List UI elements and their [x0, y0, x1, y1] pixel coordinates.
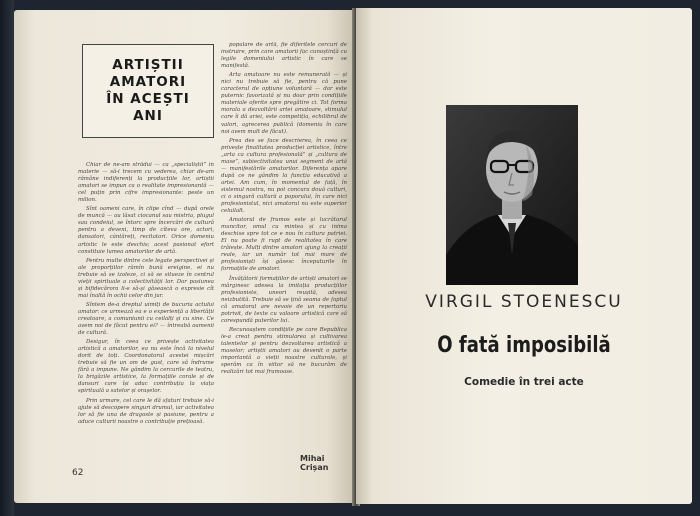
paragraph: Prin urmare, cel care le dă sfaturi trebuie să-i ajute să descopere singuri drumul, iar activitatea lor să fie una de dragoste și pasiune, pentru a aduce culturii noastre o contribuție prețioasă. — [78, 397, 214, 425]
paragraph: Prea des se face descrierea, în ceea ce privește finalitatea producției artistice, între „arta ca cultura profesională” și „cultura de mase”, subiectivitatea unui segment de artă — manifestările amatorilor. Diferența apare după ce ne gândim la funcția educativă a artei. Am cum, în momentul de față, în sistemul nostru, nu pot concura două culturi, ci o singură cultură a poporului, în care nici profesionistul, nici amatorul nu este superior celuilalt. — [221, 137, 347, 215]
article-column-2 — [221, 42, 347, 468]
paragraph: Amatorul de frumos este și lucrătorul muncitor, omul cu mintea și cu inima deschise spre tot ce e nou în cultura patriei. El nu poate fi rupt de realitatea în care trăiește. Mulți dintre amatori ajung la creații reale, iar un număr tot mai mare de profesioniști își găsesc începuturile în formațiile de amatori. — [221, 217, 347, 273]
paragraph: Recunoaștem condițiile pe care Republica le-a creat pentru stimularea și cultivarea talentelor și pentru dezvoltarea artistică a maselor; artiștii amatori au devenit o parte importantă a vieții noastre culturale, și sperăm ca în viitor să ne bucurăm de realizări tot mai frumoase. — [221, 326, 347, 376]
paragraph: populare de artă, fie diferitele cercuri de instruire, prin care amatorii fac cunoștință cu legile domeniului artistic în care se manifestă. — [221, 42, 347, 70]
paragraph: Chiar de ne-am strădui — ca „specialiștii” în materie — să-i trecem cu vederea, chiar de-am rămâne indiferenți la producțiile lor, artiștii amatori se impun ca o realitate impresionantă — cel puțin prin cifre impresionante: peste un milion. — [78, 162, 214, 204]
paragraph: Sîntem de-a dreptul uimiți de bucuria actului amator: ce urmează ea e o experiență a libertății creatoare, a comuniunii cu ceilalți și cu sine. Ce avem noi de făcut pentru ei? — întreabă oamenii de cultură. — [78, 301, 214, 337]
play-title: O fată imposibilă — [437, 333, 611, 358]
author-portrait-photo — [446, 105, 578, 285]
author-name: VIRGIL STOENESCU — [425, 292, 623, 312]
page-number: 62 — [72, 468, 84, 478]
paragraph: Pentru multe dintre cele legate perspectivei și ale proporțiilor rămîn bună ereigine, ei nu trebuie să se izoleze, ci să se situeze în centrul vieții spirituale a colectivității lor. Dar pasiunea și bifidecărora li-e să-și găsească o expresie cît mai înaltă în ochii celor din jur. — [78, 257, 214, 299]
article-column-1 — [78, 162, 214, 474]
paragraph: Desigur, în ceea ce privește activitatea artistică a amatorilor, ea nu este încă la nivelul dorit de toți. Coordonatorul acestei mișcări trebuie să fie un om de gust, care să îndrume fără a impune. Ne gândim la cercurile de teatru, la brigăzile artistice, la formațiile corale și de dansuri care își aduc contribuția la viața spirituală a satelor și orașelor. — [78, 339, 214, 395]
title-line: ÎN ACEȘTI — [106, 91, 190, 107]
article-author: Mihai Crișan — [300, 454, 329, 472]
right-page — [356, 8, 692, 504]
portrait-illustration — [446, 105, 578, 285]
article-title-box — [82, 44, 214, 138]
paragraph: Arta amatoare nu este remunerată — și nici nu trebuie să fie, pentru că pune caracterul de opțiune voluntară — dar este puternic favorizată și nu doar prin condițiile materiale oferite spre pregătire ci. Tot forma morala a dezvoltării artei amatoare, stimulul care îi dă ariei, este competiția, echilibrul de valori, agrecerea publică (domeniu în care noi avem mult de făcut). — [221, 72, 347, 135]
paragraph: Sînt oameni care, în clipe cînd — după orele de muncă — au lăsat ciocanul sau mistria, plugul sau condeiul, se întorc spre încercări de cultură pentru a deveni, timp de cîteva ore, actori, dansatori, cântăreți, recitatori. Orice domeniu artistic le este deschis; acest pasionat efort constituie lumea amatorilor de artă. — [78, 206, 214, 255]
title-line: ANI — [133, 108, 163, 124]
paragraph: Învățătorii formațiilor de artiști amatori se mărginesc adesea la imitația producțiilor profesioniste, uneori reușită, adesea neizbutită. Trebuie să se țină seama de faptul că amatorul are nevoie de un repertoriu potrivit, de texte cu valoare artistică care să corespundă puterilor lui. — [221, 275, 347, 324]
title-line: AMATORI — [109, 74, 187, 90]
title-line: ARTIȘTII — [112, 57, 184, 73]
left-page — [14, 10, 354, 503]
book-cover-edge — [0, 0, 14, 516]
play-subtitle: Comedie în trei acte — [464, 376, 584, 388]
